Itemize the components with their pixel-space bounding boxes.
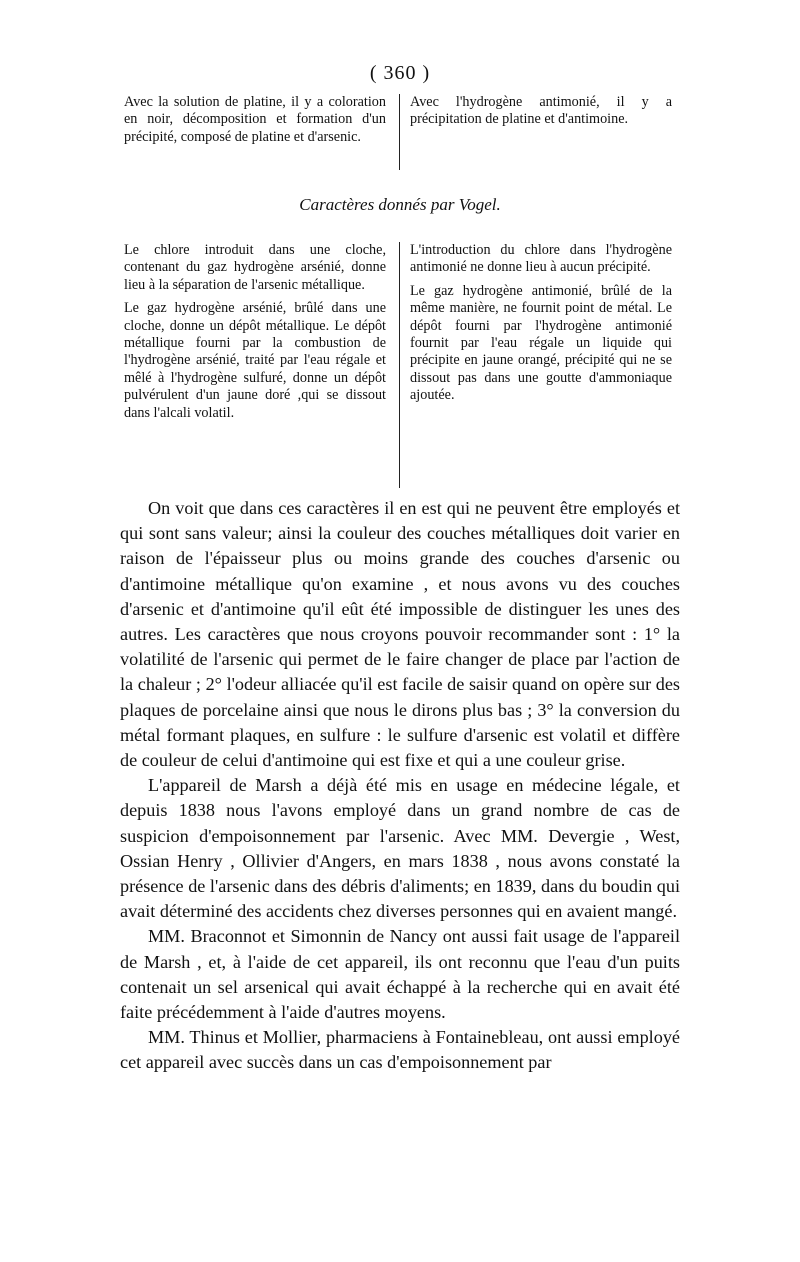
section-title: Caractères donnés par Vogel.: [299, 195, 501, 214]
vogel-arsenic-column: [124, 242, 386, 428]
vogel-arsenic-paragraph-2: Le gaz hydrogène arsénié, brûlé dans une cloche, donne un dépôt métallique. Le dépôt métallique fourni par la combustion de l'hydrogène arsénié, traité par l'eau régale et mêlé à l'hydrogène sulfuré, donne un dépôt pulvérulent d'un jaune doré ,qui se dissout dans l'alcali volatil.: [124, 300, 386, 421]
body-paragraph-thinus: MM. Thinus et Mollier, pharmaciens à Fontainebleau, ont aussi employé cet appareil avec succès dans un cas d'empoisonnement par: [120, 1027, 680, 1073]
top-right-column: [410, 94, 672, 135]
vogel-antimoine-column: [410, 242, 672, 411]
platine-arsenic-paragraph: Avec la solution de platine, il y a coloration en noir, décomposition et formation d'un précipité, composé de platine et d'arsenic.: [124, 94, 386, 145]
column-divider-top: [399, 94, 400, 170]
column-divider-vogel: [399, 242, 400, 488]
main-text: [120, 496, 680, 1076]
body-paragraph-marsh: L'appareil de Marsh a déjà été mis en usage en médecine légale, et depuis 1838 nous l'avons employé dans un grand nombre de cas de suspicion d'empoisonnement par l'arsenic. Avec MM. Devergie , West, Ossian Henry , Ollivier d'Angers, en mars 1838 , nous avons constaté la présence de l'arsenic dans des débris d'aliments; en 1839, dans du boudin qui avait déterminé des accidents chez diverses personnes qui en avaient mangé.: [120, 775, 680, 922]
platine-antimoine-paragraph: Avec l'hydrogène antimonié, il y a précipitation de platine et d'antimoine.: [410, 94, 672, 128]
page-number: ( 360 ): [369, 62, 431, 84]
top-left-column: [124, 94, 386, 152]
body-paragraph-braconnot: MM. Braconnot et Simonnin de Nancy ont aussi fait usage de l'appareil de Marsh , et, à l'aide de cet appareil, ils ont reconnu que l'eau d'un puits contenait un sel arsenical qui avait échappé à la recherche qui en avait été faite précédemment à l'aide d'autres moyens.: [120, 926, 680, 1023]
body-paragraph-characters: On voit que dans ces caractères il en est qui ne peuvent être employés et qui sont sans valeur; ainsi la couleur des couches métalliques doit varier en raison de l'épaisseur plus ou moins grande des couches d'arsenic ou d'antimoine métallique qu'on examine , et nous avons vu des couches d'arsenic et d'antimoine qu'il eût été impossible de distinguer les unes des autres. Les caractères que nous croyons pouvoir recommander sont : 1° la volatilité de l'arsenic qui permet de le faire changer de place par l'action de la chaleur ; 2° l'odeur alliacée qu'il est facile de saisir quand on opère sur des plaques de porcelaine ainsi que nous le dirons plus bas ; 3° la conversion du métal formant plaques, en sulfure : le sulfure d'arsenic est volatil et diffère de couleur de celui d'antimoine qui est fixe et qui a une couleur grise.: [120, 498, 680, 771]
vogel-arsenic-paragraph-1: Le chlore introduit dans une cloche, contenant du gaz hydrogène arsénié, donne lieu à la séparation de l'arsenic métallique.: [124, 242, 386, 293]
vogel-antimoine-paragraph-1: L'introduction du chlore dans l'hydrogène antimonié ne donne lieu à aucun précipité.: [410, 242, 672, 276]
vogel-antimoine-paragraph-2: Le gaz hydrogène antimonié, brûlé de la même manière, ne fournit point de métal. Le dépôt fourni par l'hydrogène antimonié fournit par l'eau régale un liquide qui précipite en jaune orangé, précipité qui ne se dissout pas dans une goutte d'ammoniaque ajoutée.: [410, 282, 672, 404]
